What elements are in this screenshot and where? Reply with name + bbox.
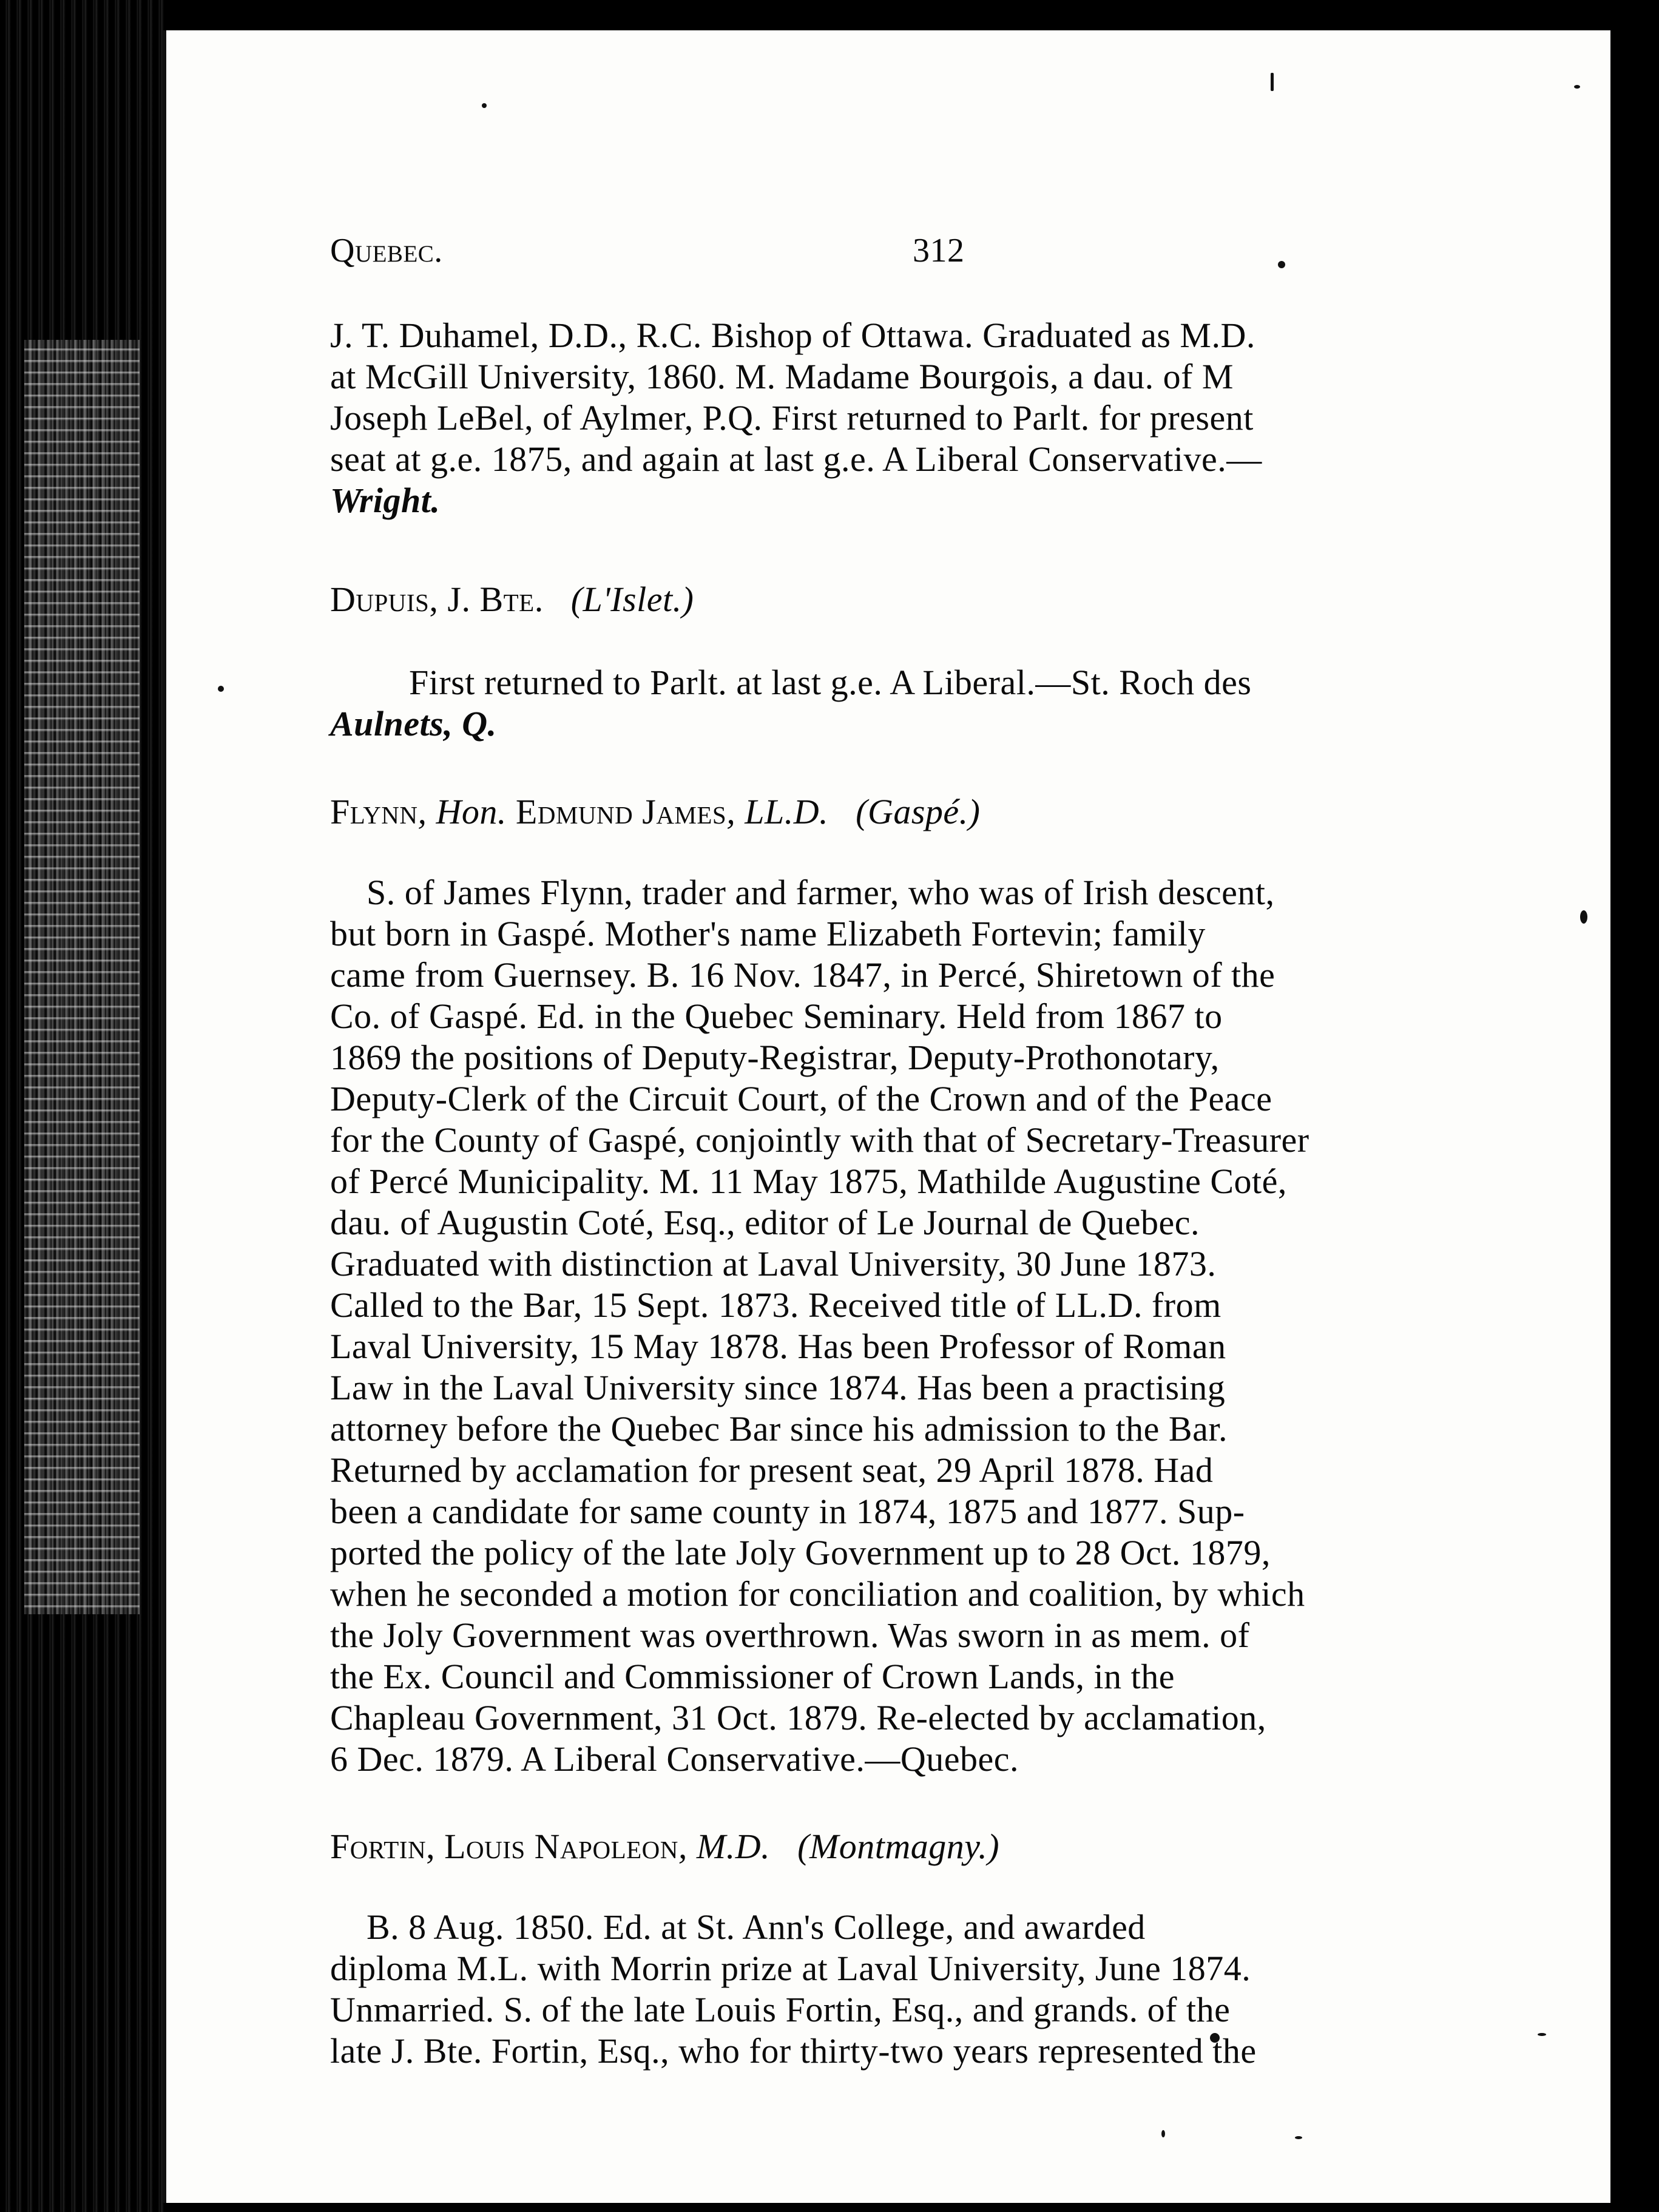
page-number: 312 [913,232,965,269]
speck [1574,85,1580,89]
entry-text-line: when he seconded a motion for conciliation and coalition, by which [330,1574,1305,1614]
entry-text-line: Deputy-Clerk of the Circuit Court, of the Crown and of the Peace [330,1079,1272,1118]
heading-given-names: Edmund James [515,792,727,831]
heading-prefix: , Hon. [417,792,516,831]
heading-surname: Flynn [330,792,418,831]
entry-text-line: been a candidate for same county in 1874, 1875 and 1877. Sup- [330,1492,1245,1531]
speck [1271,73,1274,91]
entry-text-line: but born in Gaspé. Mother's name Elizabeth Fortevin; family [330,914,1206,953]
entry-text-line: diploma M.L. with Morrin prize at Laval University, June 1874. [330,1949,1251,1988]
entry-text-line: 6 Dec. 1879. A Liberal Conservative.—Quebec. [330,1739,1019,1779]
entry-text-line: Unmarried. S. of the late Louis Fortin, Esq., and grands. of the [330,1990,1231,2029]
speck [1161,2130,1165,2137]
book-page [163,30,1610,2203]
binding-gutter [0,0,164,2212]
heading-constituency: (L'Islet.) [570,580,694,619]
entry-text-line: Co. of Gaspé. Ed. in the Quebec Seminary. Held from 1867 to [330,996,1223,1036]
entry-text-line: Aulnets, Q. [330,704,497,743]
running-head-title: Quebec. [330,232,443,269]
speck [482,103,487,108]
entry-heading [330,580,694,620]
entry-text-line: Law in the Laval University since 1874. Has been a practising [330,1368,1226,1407]
speck [1278,261,1285,268]
entry-text-line: dau. of Augustin Coté, Esq., editor of Le Journal de Quebec. [330,1203,1200,1242]
entry-text-line: S. of James Flynn, trader and farmer, who was of Irish descent, [367,873,1275,912]
entry-text-line: Chapleau Government, 31 Oct. 1879. Re-elected by acclamation, [330,1698,1266,1737]
entry-heading [330,1827,999,1867]
entry-text-line: B. 8 Aug. 1850. Ed. at St. Ann's College, and awarded [367,1907,1146,1947]
entry-text-line: for the County of Gaspé, conjointly with that of Secretary-Treasurer [330,1120,1309,1160]
entry-text-line: seat at g.e. 1875, and again at last g.e. A Liberal Conservative.— [330,439,1262,479]
entry-text-line: of Percé Municipality. M. 11 May 1875, Mathilde Augustine Coté, [330,1162,1287,1201]
entry-text-line: Laval University, 15 May 1878. Has been Professor of Roman [330,1327,1226,1366]
entry-text-line: the Joly Government was overthrown. Was sworn in as mem. of [330,1615,1250,1655]
entry-text-line: First returned to Parlt. at last g.e. A Liberal.—St. Roch des [409,663,1252,702]
entry-text-line: late J. Bte. Fortin, Esq., who for thirty-two years represented the [330,2031,1257,2071]
entry-text-line: the Ex. Council and Commissioner of Crown Lands, in the [330,1657,1175,1696]
entry-text-line: ported the policy of the late Joly Government up to 28 Oct. 1879, [330,1533,1271,1572]
entry-text-line: Called to the Bar, 15 Sept. 1873. Received title of LL.D. from [330,1285,1221,1325]
entry-text-line: Graduated with distinction at Laval University, 30 June 1873. [330,1244,1217,1284]
heading-suffix: , M.D. [678,1827,771,1866]
entry-heading [330,792,980,832]
speck [218,686,224,692]
entry-text-line: 1869 the positions of Deputy-Registrar, Deputy-Prothonotary, [330,1038,1220,1077]
entry-text-line: attorney before the Quebec Bar since his admission to the Bar. [330,1409,1228,1449]
gutter-noise [24,340,140,1614]
heading-given-names: , Louis Napoleon [426,1827,678,1866]
entry-text-line: Joseph LeBel, of Aylmer, P.Q. First returned to Parlt. for present [330,398,1254,438]
heading-given-names: , J. Bte. [429,580,544,619]
entry-text-line: at McGill University, 1860. M. Madame Bourgois, a dau. of M [330,357,1234,396]
entry-text-line: Returned by acclamation for present seat, 29 April 1878. Had [330,1450,1214,1490]
entry-text-line: J. T. Duhamel, D.D., R.C. Bishop of Ottawa. Graduated as M.D. [330,316,1255,355]
heading-constituency: (Montmagny.) [797,1827,1000,1866]
entry-text-line: came from Guernsey. B. 16 Nov. 1847, in Percé, Shiretown of the [330,955,1276,995]
entry-text-line: Wright. [330,481,441,520]
speck [1295,2136,1302,2139]
heading-surname: Dupuis [330,580,430,619]
heading-surname: Fortin [330,1827,427,1866]
speck [1538,2033,1546,2036]
right-scan-edge [1607,0,1659,2212]
heading-constituency: (Gaspé.) [856,792,981,831]
heading-suffix: , LL.D. [726,792,829,831]
speck [1580,910,1587,924]
